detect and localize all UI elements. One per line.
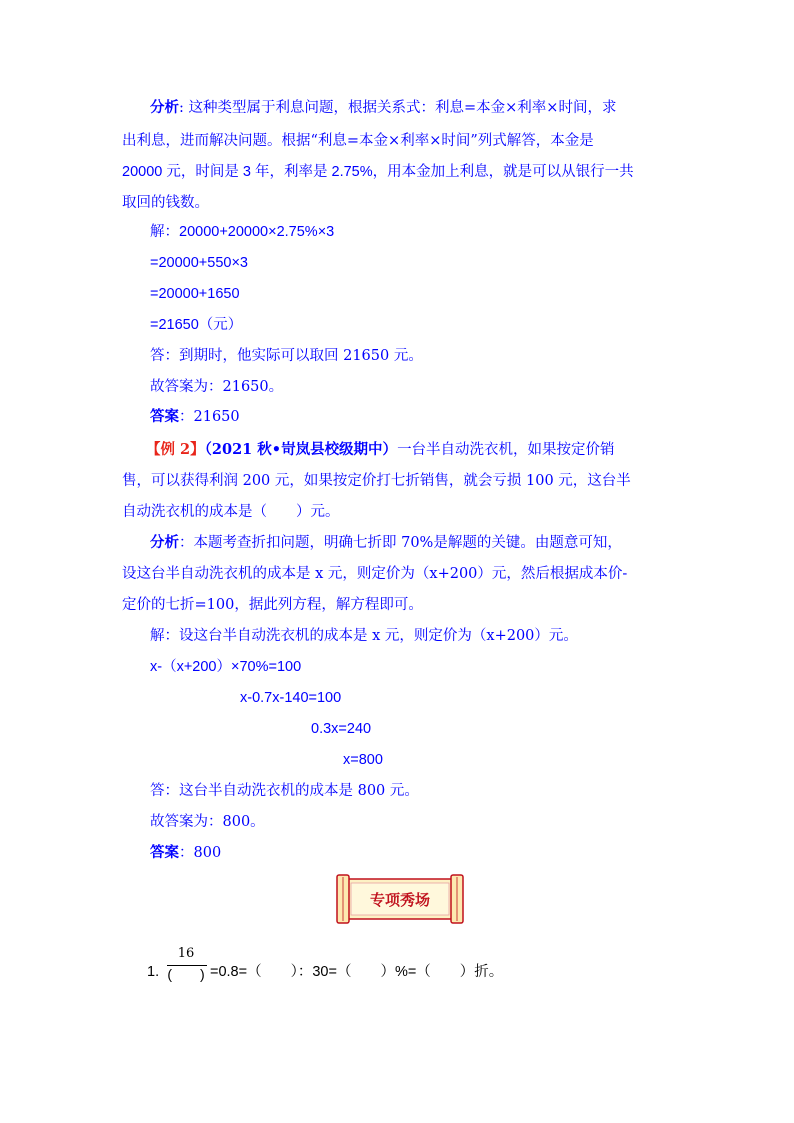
example1-conclusion: 故答案为：21650。: [150, 379, 284, 395]
answer-value: ：800: [179, 845, 222, 861]
example2-analysis-line-2: 设这台半自动洗衣机的成本是 x 元，则定价为（x+200）元，然后根据成本价-: [122, 566, 628, 582]
fraction: [163, 946, 209, 992]
example1-answer: [150, 407, 240, 427]
example1-solution-line-3: =20000+1650: [150, 286, 240, 302]
practice-number: 1.: [147, 964, 160, 980]
example1-solution-line-2: =20000+550×3: [150, 255, 248, 271]
example2-equation-2: x-0.7x-140=100: [240, 690, 342, 706]
example1-solution-line-1: 解：20000+20000×2.75%×3: [150, 224, 335, 240]
example1-reply: 答：到期时，他实际可以取回 21650 元。: [150, 348, 423, 364]
example2-equation-3: 0.3x=240: [311, 721, 372, 737]
example2-source: （2021 秋•岢岚县校级期中）: [204, 441, 398, 458]
fraction-denominator: ( ): [167, 966, 205, 982]
analysis-text: ：本题考查折扣问题，明确七折即 70%是解题的关键。由题意可知，: [179, 535, 622, 551]
example2-reply: 答：这台半自动洗衣机的成本是 800 元。: [150, 783, 419, 799]
answer-value: ：21650: [179, 409, 240, 425]
example2-tag: 【例 2】: [146, 441, 205, 458]
fraction-numerator: 16: [177, 946, 195, 961]
analysis-text: : 这种类型属于利息问题，根据关系式：利息=本金×利率×时间，求: [179, 100, 617, 116]
answer-label: 答案: [150, 844, 179, 861]
example2-analysis-line-1: [150, 533, 622, 553]
example2-answer: [150, 843, 221, 863]
analysis-label: 分析: [150, 534, 179, 551]
practice-question-text: =0.8=（ ）：30=（ ）%=（ ）折。: [210, 964, 504, 980]
example2-question-line-3: 自动洗衣机的成本是（ ）元。: [122, 504, 340, 520]
example1-analysis-line-1: [150, 98, 616, 118]
example1-analysis-line-3: 20000 元，时间是 3 年，利率是 2.75%，用本金加上利息，就是可以从银行一共: [122, 164, 634, 180]
example2-question-line-2: 售，可以获得利润 200 元，如果按定价打七折销售，就会亏损 100 元，这台半: [122, 473, 631, 489]
example2-conclusion: 故答案为：800。: [150, 814, 265, 830]
example2-equation-1: x-（x+200）×70%=100: [150, 659, 302, 675]
example1-analysis-line-4: 取回的钱数。: [122, 195, 209, 211]
example2-question-text: 一台半自动洗衣机，如果按定价销: [397, 442, 615, 458]
example1-analysis-line-2: 出利息，进而解决问题。根据“利息=本金×利率×时间”列式解答，本金是: [122, 133, 594, 149]
example2-question-line-1: [146, 440, 615, 460]
analysis-label: 分析: [150, 99, 179, 116]
answer-label: 答案: [150, 408, 179, 425]
example2-solution-intro: 解：设这台半自动洗衣机的成本是 x 元，则定价为（x+200）元。: [150, 628, 578, 644]
section-banner: [333, 873, 467, 925]
example2-analysis-line-3: 定价的七折=100，据此列方程，解方程即可。: [122, 597, 423, 613]
example2-equation-4: x=800: [343, 752, 383, 768]
example1-solution-line-4: =21650（元）: [150, 317, 243, 333]
banner-title: 专项秀场: [369, 890, 430, 909]
